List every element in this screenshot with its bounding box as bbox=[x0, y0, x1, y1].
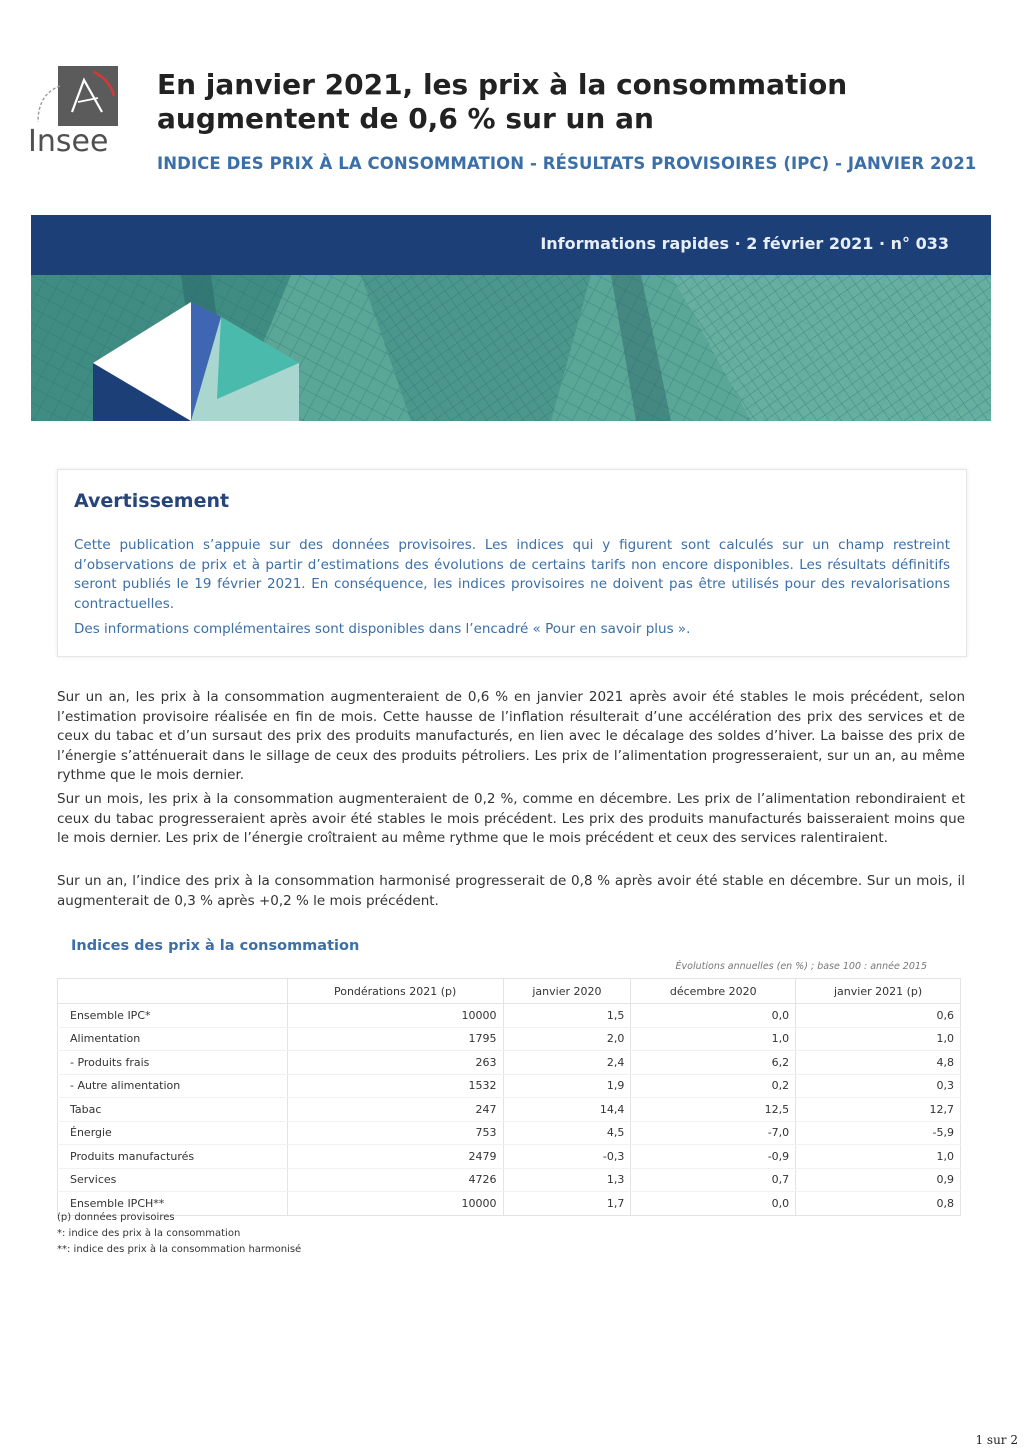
table-cell: 0,0 bbox=[631, 1004, 796, 1028]
table-cell: 0,6 bbox=[796, 1004, 961, 1028]
table-row bbox=[58, 1051, 961, 1075]
table-cell: 1,0 bbox=[796, 1027, 961, 1051]
table-title: Indices des prix à la consommation bbox=[71, 938, 360, 954]
warning-title: Avertissement bbox=[74, 490, 230, 512]
insee-logo bbox=[28, 66, 128, 162]
table-cell: 0,3 bbox=[796, 1074, 961, 1098]
table-note: Évolutions annuelles (en %) ; base 100 : année 2015 bbox=[675, 961, 927, 972]
table-cell: 4,5 bbox=[503, 1121, 631, 1145]
warning-text: Cette publication s’appuie sur des données provisoires. Les indices qui y figurent sont calculés sur un champ restreint d’observations de prix et à partir d’estimations des évolutions de certains tarifs non encore disponibles. Les résultats définitifs seront publiés le 19 février 2021. En conséquence, les indices provisoires ne doivent pas être utilisés pour des revalorisations contractuelles. bbox=[74, 537, 950, 612]
warning-box bbox=[57, 469, 967, 657]
banner-image bbox=[31, 275, 991, 421]
table-cell: 2,4 bbox=[503, 1051, 631, 1075]
table-cell: 10000 bbox=[287, 1192, 503, 1216]
table-row bbox=[58, 1192, 961, 1216]
table-cell: 6,2 bbox=[631, 1051, 796, 1075]
table-row bbox=[58, 1004, 961, 1028]
table-cell: 14,4 bbox=[503, 1098, 631, 1122]
table-cell: 247 bbox=[287, 1098, 503, 1122]
table-header: Pondérations 2021 (p) bbox=[287, 979, 503, 1004]
table-cell: 1795 bbox=[287, 1027, 503, 1051]
footnote-provisional: (p) données provisoires bbox=[57, 1212, 175, 1223]
logo-arc-icon bbox=[34, 84, 64, 124]
page-title: En janvier 2021, les prix à la consommation augmentent de 0,6 % sur un an bbox=[157, 68, 848, 135]
table-cell: 1,5 bbox=[503, 1004, 631, 1028]
table-row bbox=[58, 1168, 961, 1192]
table-row bbox=[58, 1098, 961, 1122]
table-header: décembre 2020 bbox=[631, 979, 796, 1004]
table-cell-label: Énergie bbox=[58, 1121, 288, 1145]
table-cell: -0,9 bbox=[631, 1145, 796, 1169]
banner-header bbox=[31, 215, 991, 275]
logo-mark-icon bbox=[58, 66, 118, 126]
table-cell-label: Ensemble IPC* bbox=[58, 1004, 288, 1028]
table-cell: 753 bbox=[287, 1121, 503, 1145]
footnote-ipc: *: indice des prix à la consommation bbox=[57, 1228, 241, 1239]
cpi-table bbox=[57, 978, 961, 1216]
table-cell-label: Produits manufacturés bbox=[58, 1145, 288, 1169]
table-row bbox=[58, 1074, 961, 1098]
table-cell: 263 bbox=[287, 1051, 503, 1075]
warning-more-info: Des informations complémentaires sont disponibles dans l’encadré « Pour en savoir plus ». bbox=[74, 621, 691, 637]
table-cell: 1,0 bbox=[631, 1027, 796, 1051]
table-header: janvier 2021 (p) bbox=[796, 979, 961, 1004]
table-cell: 12,7 bbox=[796, 1098, 961, 1122]
table-cell: 2479 bbox=[287, 1145, 503, 1169]
table-cell: 0,7 bbox=[631, 1168, 796, 1192]
table-cell-label: Services bbox=[58, 1168, 288, 1192]
table-cell: 2,0 bbox=[503, 1027, 631, 1051]
table-cell: 4726 bbox=[287, 1168, 503, 1192]
table-header bbox=[58, 979, 288, 1004]
page-subtitle: INDICE DES PRIX À LA CONSOMMATION - RÉSULTATS PROVISOIRES (IPC) - JANVIER 2021 bbox=[157, 154, 977, 173]
table-cell: 0,9 bbox=[796, 1168, 961, 1192]
table-cell-label: - Produits frais bbox=[58, 1051, 288, 1075]
footnote-ipch: **: indice des prix à la consommation harmonisé bbox=[57, 1244, 302, 1255]
table-cell: 12,5 bbox=[631, 1098, 796, 1122]
table-header: janvier 2020 bbox=[503, 979, 631, 1004]
table-cell-label: - Autre alimentation bbox=[58, 1074, 288, 1098]
table-row bbox=[58, 1027, 961, 1051]
table-row bbox=[58, 1145, 961, 1169]
table-cell: 0,2 bbox=[631, 1074, 796, 1098]
table-cell: 1,9 bbox=[503, 1074, 631, 1098]
table-cell: 10000 bbox=[287, 1004, 503, 1028]
paragraph-annual: Sur un an, les prix à la consommation augmenteraient de 0,6 % en janvier 2021 après avoir été stables le mois précédent, selon l’estimation provisoire réalisée en fin de mois. Cette hausse de l’inflation résulterait d’une accélération des prix des services et de ceux du tabac et d’un sursaut des prix des produits manufacturés, en lien avec le décalage des soldes d’hiver. La baisse des prix de l’énergie s’atténuerait dans le sillage de ceux des produits pétroliers. Les prix de l’alimentation progresseraient, sur un an, au même rythme que le mois dernier. bbox=[57, 689, 965, 783]
table-cell: 1,0 bbox=[796, 1145, 961, 1169]
table-cell-label: Alimentation bbox=[58, 1027, 288, 1051]
table-cell-label: Ensemble IPCH** bbox=[58, 1192, 288, 1216]
page-number: 1 sur 2 bbox=[975, 1433, 1018, 1447]
paragraph-monthly: Sur un mois, les prix à la consommation augmenteraient de 0,2 %, comme en décembre. Les prix de l’alimentation rebondiraient et ceux du tabac progresseraient après avoir été stables le mois précédent. Les prix des produits manufacturés baisseraient moins que le mois dernier. Les prix de l’énergie croîtraient au même rythme que le mois précédent et ceux des services ralentiraient. bbox=[57, 791, 965, 846]
table-cell: 0,8 bbox=[796, 1192, 961, 1216]
table-header-row bbox=[58, 979, 961, 1004]
table-cell: 1,3 bbox=[503, 1168, 631, 1192]
table-cell-label: Tabac bbox=[58, 1098, 288, 1122]
table-cell: 1,7 bbox=[503, 1192, 631, 1216]
table-cell: -5,9 bbox=[796, 1121, 961, 1145]
table-cell: 0,0 bbox=[631, 1192, 796, 1216]
table-row bbox=[58, 1121, 961, 1145]
publication-info: Informations rapides · 2 février 2021 · n° 033 bbox=[540, 234, 949, 253]
logo-wordmark: Insee bbox=[28, 124, 109, 159]
table-cell: -7,0 bbox=[631, 1121, 796, 1145]
table-cell: -0,3 bbox=[503, 1145, 631, 1169]
table-cell: 4,8 bbox=[796, 1051, 961, 1075]
table-cell: 1532 bbox=[287, 1074, 503, 1098]
paragraph-harmonized: Sur un an, l’indice des prix à la consommation harmonisé progresserait de 0,8 % après avoir été stable en décembre. Sur un mois, il augmenterait de 0,3 % après +0,2 % le mois précédent. bbox=[57, 873, 965, 909]
